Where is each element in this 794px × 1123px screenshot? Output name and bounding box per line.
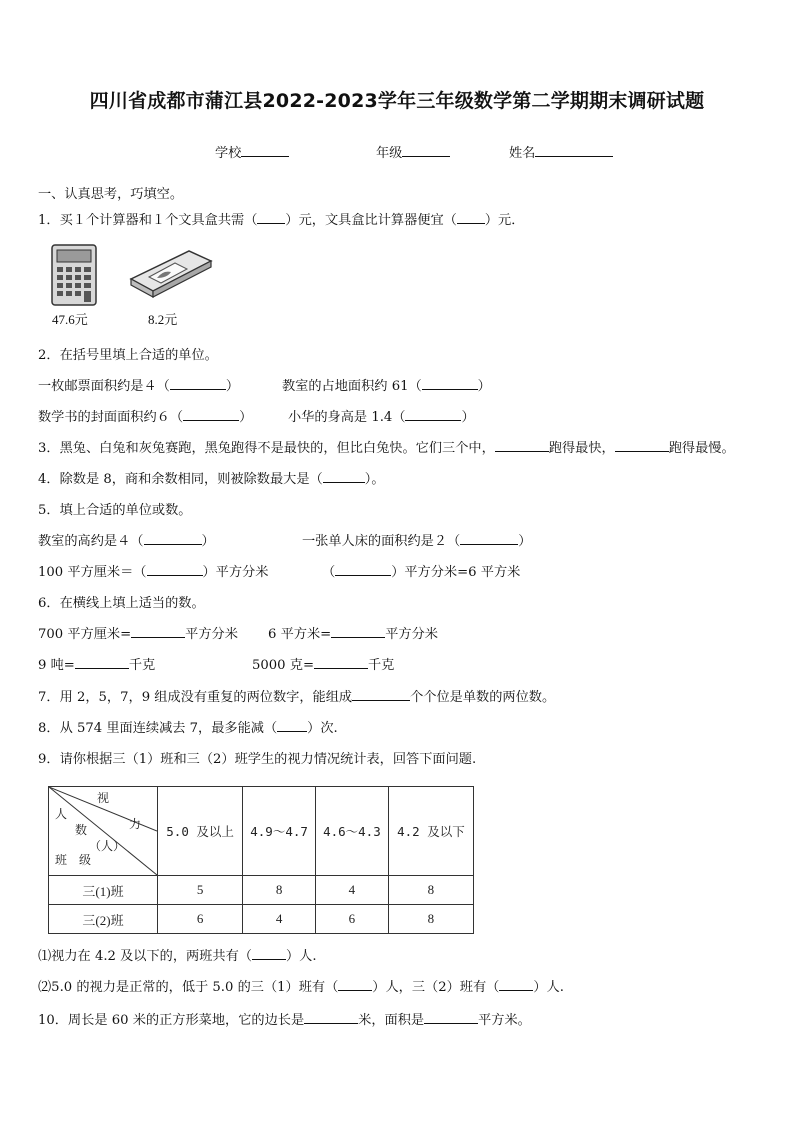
answer-blank[interactable] (460, 533, 518, 545)
question-5b: 一张单人床的面积约是２（ ） (302, 534, 532, 549)
question-5c: 100 平方厘米＝（ ）平方分米 (38, 565, 269, 580)
question-7: 7．用 2，5，7，9 组成没有重复的两位数字，能组成 个个位是单数的两位数。 (38, 690, 556, 705)
question-9: 9．请你根据三（1）班和三（2）班学生的视力情况统计表，回答下面问题. (38, 752, 477, 767)
answer-blank[interactable] (144, 533, 202, 545)
column-header: 4.9～4.7 (243, 787, 316, 876)
name-label: 姓名 (509, 146, 536, 161)
table-cell: 8 (388, 905, 473, 934)
question-2d: 小华的身高是 1.4（ ） (288, 410, 475, 425)
question-5d: （ ）平方分米=6 平方米 (322, 565, 521, 580)
question-5: 5．填上合适的单位或数。 (38, 503, 192, 518)
school-label: 学校 (215, 146, 242, 161)
answer-blank[interactable] (170, 378, 226, 390)
page-title: 四川省成都市蒲江县2022-2023学年三年级数学第二学期期末调研试题 (89, 90, 705, 112)
answer-blank[interactable] (352, 688, 410, 701)
table-cell: 5 (158, 876, 243, 905)
table-corner-header: 视 力 人 数 （人） 班 级 (49, 787, 158, 876)
answer-blank[interactable] (331, 625, 385, 638)
answer-blank[interactable] (277, 720, 307, 732)
row-label: 三(1)班 (49, 876, 158, 905)
question-6b: 6 平方米= 平方分米 (268, 627, 438, 642)
answer-blank[interactable] (323, 471, 365, 483)
answer-blank[interactable] (422, 378, 478, 390)
question-2b: 教室的占地面积约 61（ ） (282, 379, 491, 394)
calculator-price: 47.6元 (52, 312, 88, 327)
name-field[interactable] (509, 142, 613, 161)
answer-blank[interactable] (615, 439, 669, 452)
answer-blank[interactable] (457, 212, 485, 224)
question-6c: 9 吨= 千克 (38, 658, 156, 673)
column-header: 4.6～4.3 (315, 787, 388, 876)
answer-blank[interactable] (338, 979, 372, 991)
answer-blank[interactable] (495, 439, 549, 452)
question-1: 1．买１个计算器和１个文具盒共需（ ）元，文具盒比计算器便宜（ ）元． (38, 213, 525, 228)
answer-blank[interactable] (314, 656, 368, 669)
question-10: 10．周长是 60 米的正方形菜地，它的边长是 米，面积是 平方米。 (38, 1013, 531, 1028)
table-cell: 8 (388, 876, 473, 905)
pencil-box-price: 8.2元 (148, 312, 178, 327)
grade-label: 年级 (376, 146, 403, 161)
column-header: 5.0 及以上 (158, 787, 243, 876)
question-6a: 700 平方厘米= 平方分米 (38, 627, 238, 642)
school-field[interactable] (215, 142, 289, 161)
answer-blank[interactable] (183, 409, 239, 421)
question-2a: 一枚邮票面积约是４（ ） (38, 379, 240, 394)
question-4: 4．除数是 8，商和余数相同，则被除数最大是（ ）。 (38, 472, 385, 487)
question-6: 6．在横线上填上适当的数。 (38, 596, 205, 611)
table-cell: 4 (243, 905, 316, 934)
answer-blank[interactable] (499, 979, 533, 991)
table-cell: 4 (315, 876, 388, 905)
answer-blank[interactable] (147, 564, 203, 576)
question-8: 8．从 574 里面连续减去 7，最多能减（ ）次. (38, 721, 338, 736)
answer-blank[interactable] (75, 656, 129, 669)
school-blank[interactable] (241, 144, 289, 157)
table-cell: 6 (315, 905, 388, 934)
name-blank[interactable] (535, 144, 613, 157)
question-9-1: ⑴视力在 4.2 及以下的，两班共有（ ）人. (38, 949, 317, 964)
table-row (49, 905, 474, 934)
question-2: 2．在括号里填上合适的单位。 (38, 348, 218, 363)
question-9-2: ⑵5.0 的视力是正常的，低于 5.0 的三（1）班有（ ）人，三（2）班有（ ）人. (38, 980, 564, 995)
grade-field[interactable] (376, 142, 450, 161)
pencil-box-icon (127, 247, 213, 301)
question-3: 3．黑兔、白兔和灰兔赛跑，黑兔跑得不是最快的，但比白兔快。它们三个中， 跑得最快， 跑得最慢。 (38, 441, 735, 456)
vision-table (48, 786, 474, 934)
answer-blank[interactable] (405, 409, 461, 421)
answer-blank[interactable] (335, 564, 391, 576)
calculator-icon (50, 243, 100, 307)
question-2c: 数学书的封面面积约６（ ） (38, 410, 253, 425)
answer-blank[interactable] (257, 212, 285, 224)
question-5a: 教室的高约是４（ ） (38, 534, 215, 549)
grade-blank[interactable] (402, 144, 450, 157)
answer-blank[interactable] (424, 1011, 478, 1024)
table-row (49, 876, 474, 905)
column-header: 4.2 及以下 (388, 787, 473, 876)
answer-blank[interactable] (304, 1011, 358, 1024)
section-heading: 一、认真思考，巧填空。 (38, 187, 184, 202)
table-cell: 6 (158, 905, 243, 934)
answer-blank[interactable] (252, 948, 286, 960)
table-cell: 8 (243, 876, 316, 905)
row-label: 三(2)班 (49, 905, 158, 934)
answer-blank[interactable] (131, 625, 185, 638)
question-6d: 5000 克= 千克 (252, 658, 395, 673)
